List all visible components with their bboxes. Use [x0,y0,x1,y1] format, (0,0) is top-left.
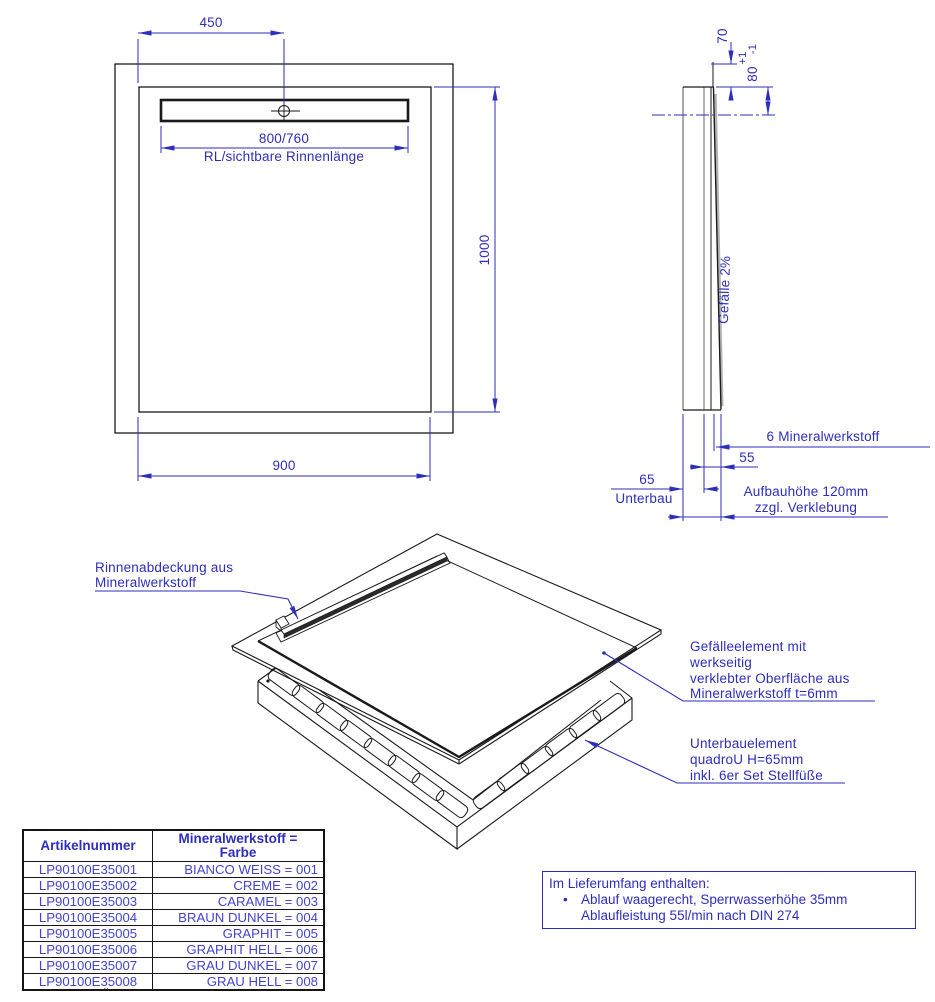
table-row: LP90100E35003 CARAMEL = 003 [23,894,324,910]
unterbauelement-label-line1: Unterbauelement [690,736,797,751]
dim-900-label: 900 [272,458,296,473]
gefaelleelement-label-line1: Gefälleelement mit [690,639,807,654]
delivery-scope-line2: Ablaufleistung 55l/min nach DIN 274 [581,907,800,923]
unterbauelement-label-line3: inkl. 6er Set Stellfüße [690,768,823,783]
table-row: LP90100E35005 GRAPHIT = 005 [23,926,324,942]
dim-450 [138,33,284,105]
table-row: LP90100E35004 BRAUN DUNKEL = 004 [23,910,324,926]
table-row: LP90100E35006 GRAPHIT HELL = 006 [23,942,324,958]
gefaelleelement-leader-dot [602,651,606,655]
dim-65-label: 65 [639,472,655,487]
dim-800-760-label: 800/760 [258,131,310,146]
table-row: LP90100E35001 BIANCO WEISS = 001 [23,862,324,878]
side-view [611,28,930,521]
dim-80 [716,87,773,115]
table-header-artikelnummer: Artikelnummer [23,830,153,862]
delivery-scope-title: Im Lieferumfang enthalten: [549,876,710,891]
rinnenabdeckung-leader [95,591,298,619]
dim-80-tolerance: -1 [747,43,759,55]
gefaelleelement-label-line4: Mineralwerkstoff t=6mm [690,686,838,701]
drain-crosshair-icon [271,101,300,121]
unterbau-label: Unterbau [615,491,673,506]
table-row: LP90100E35002 CREME = 002 [23,878,324,894]
dim-80-label: 80 [745,66,760,82]
delivery-scope-line1: Ablauf waagerecht, Sperrwasserhöhe 35mm [581,891,848,907]
rinnenabdeckung-label-line1: Rinnenabdeckung aus [95,560,234,575]
unterbauelement-label-line2: quadroU H=65mm [690,752,804,767]
dim-55-label: 55 [739,450,755,465]
iso-plate [232,534,661,764]
table-row: LP90100E35007 GRAU DUNKEL = 007 [23,958,324,974]
dim-6-label: 6 Mineralwerkstoff [766,429,880,444]
iso-view [95,534,875,849]
channel-length-label: RL/sichtbare Rinnenlänge [203,149,365,164]
dim-70-tolerance: +1 [737,51,749,65]
article-number-table [22,829,325,991]
rinnenabdeckung-label-line2: Mineralwerkstoff [95,575,197,590]
table-header-farbe: Mineralwerkstoff = Farbe [153,830,325,862]
aufbauhoehe-label-line2: zzgl. Verklebung [754,500,858,515]
delivery-scope-box [542,871,916,929]
dim-450-label: 450 [199,15,223,30]
gefaelleelement-label-line2: werkseitig [690,655,753,670]
dim-70 [711,42,737,100]
slope-label: Gefälle 2% [715,255,734,325]
table-row: LP90100E35008 GRAU HELL = 008 [23,974,324,991]
clipped-text-fragment: ¨ [104,985,109,1001]
dim-70-label: 70 [715,28,730,44]
bullet-icon: • [563,891,568,907]
dim-1000-label: 1000 [477,234,492,266]
aufbauhoehe-label-line1: Aufbauhöhe 120mm [743,484,869,499]
gefaelleelement-label-line3: verklebter Oberfläche aus [690,671,850,686]
top-view [115,15,500,481]
